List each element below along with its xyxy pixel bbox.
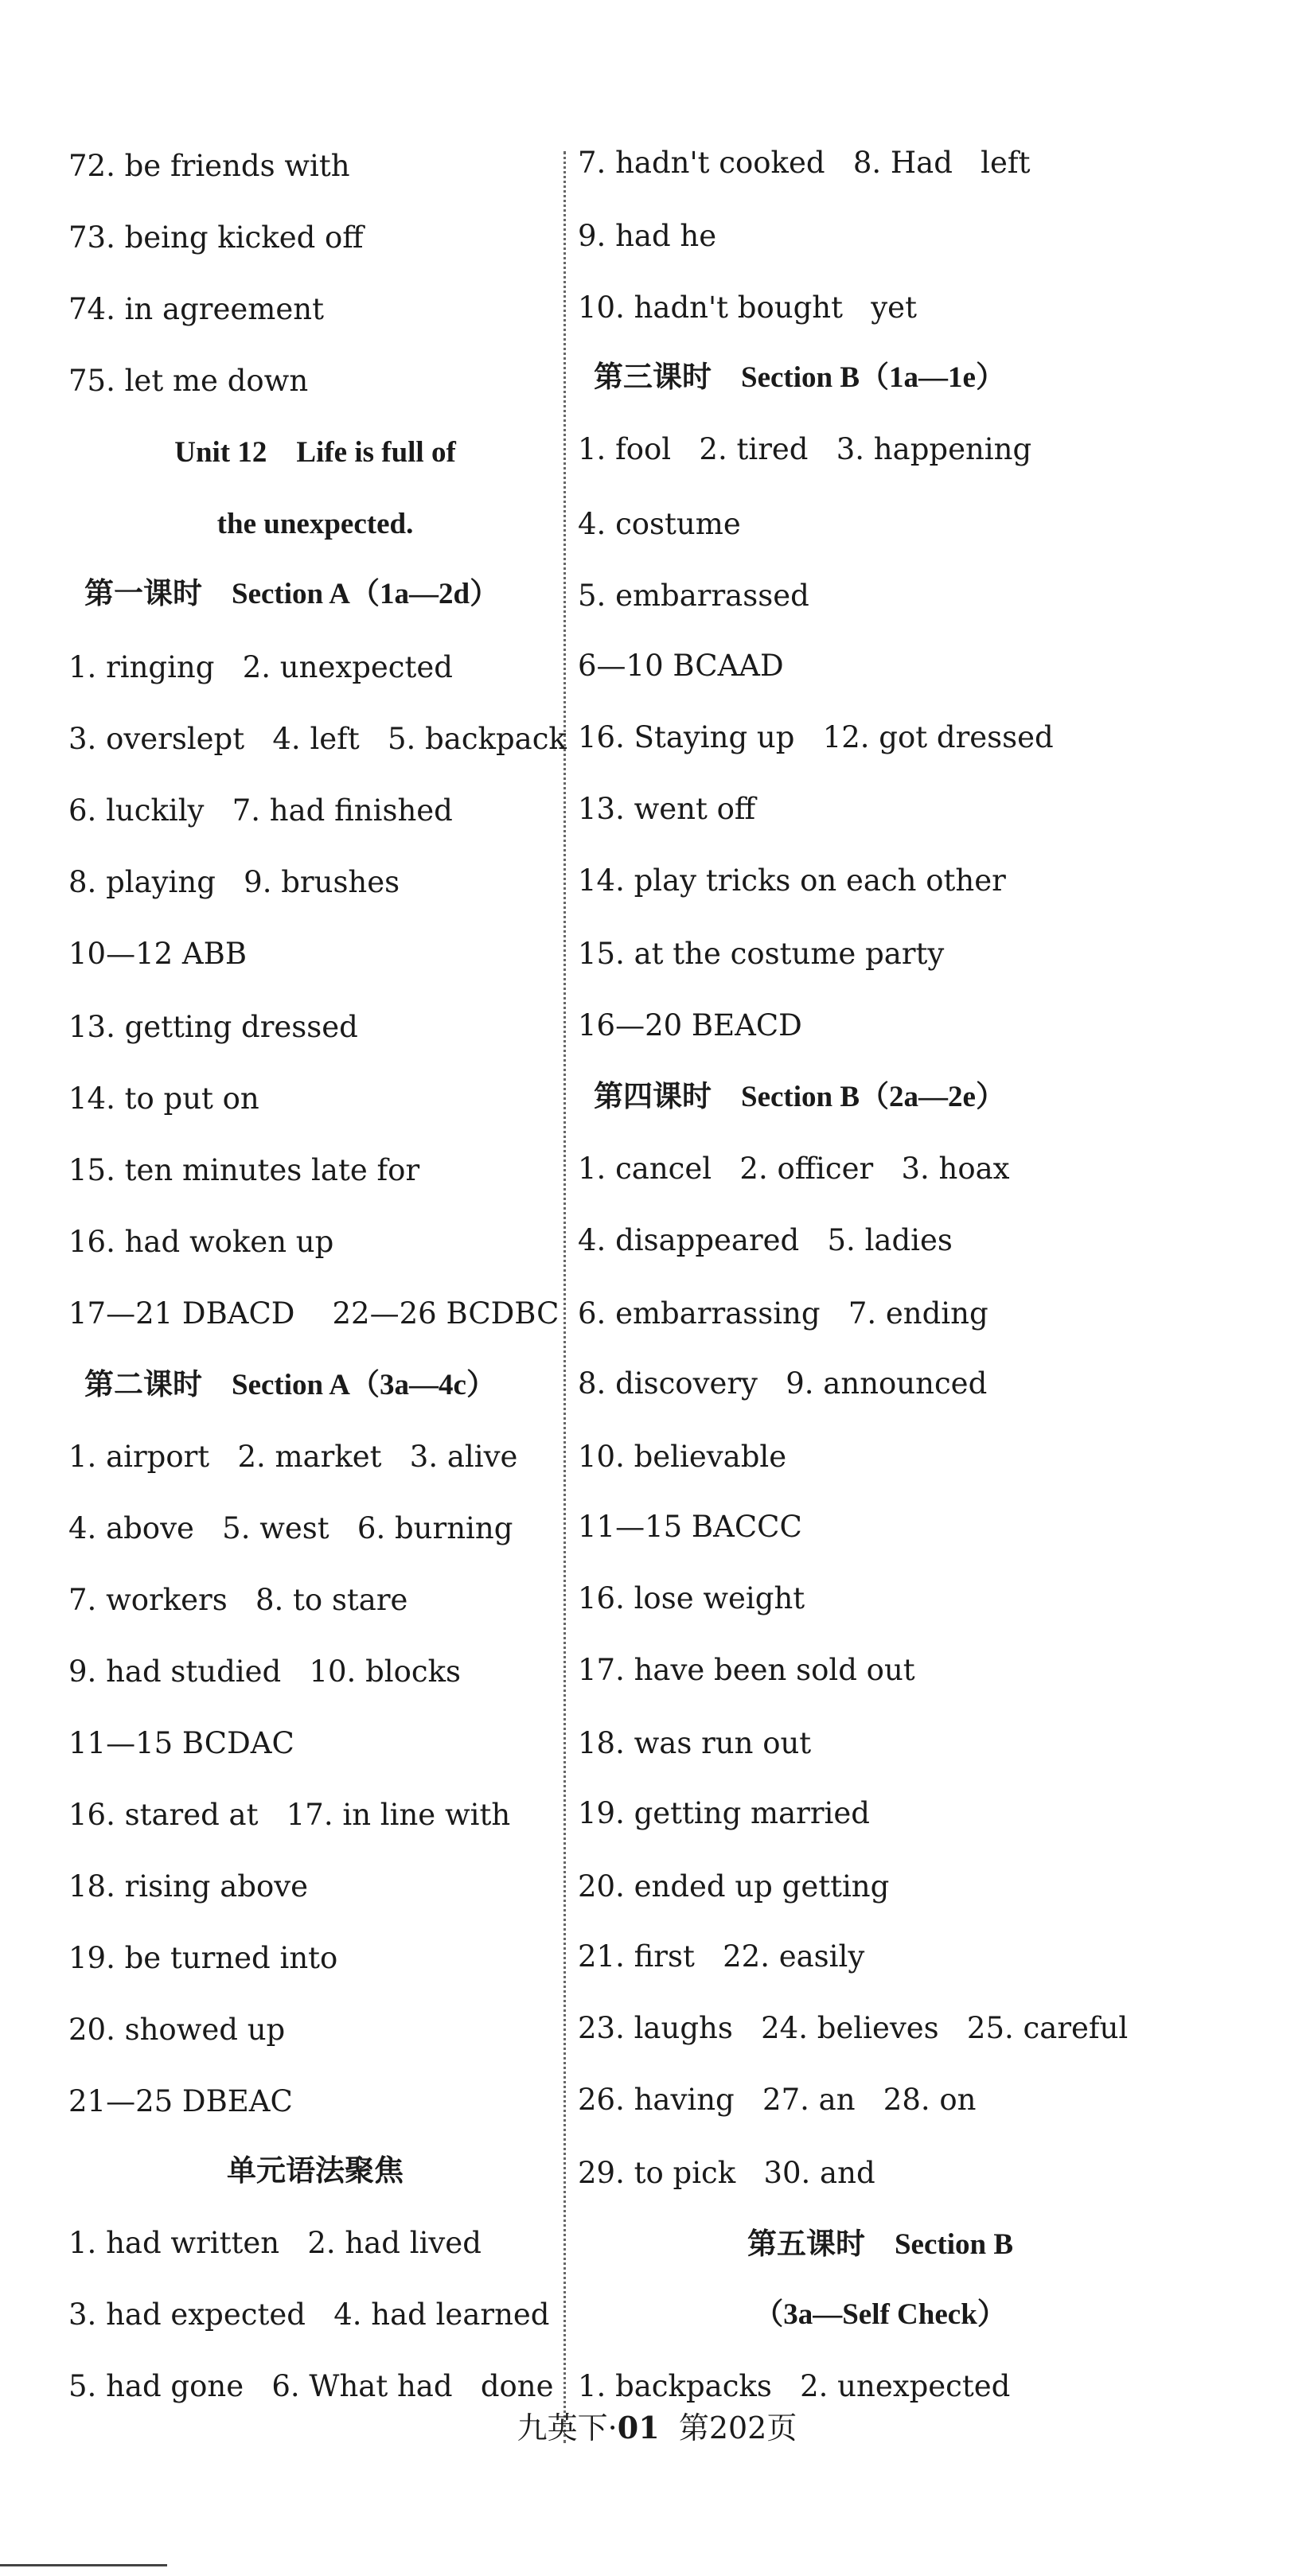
answer-line: 13. went off <box>578 792 756 826</box>
answer-line: 19. be turned into <box>68 1941 338 1975</box>
answer-line: 23. laughs 24. believes 25. careful <box>578 2011 1129 2045</box>
answer-line: 74. in agreement <box>68 292 324 326</box>
answer-line: 8. playing 9. brushes <box>68 865 400 899</box>
answer-line: 1. fool 2. tired 3. happening <box>578 432 1032 466</box>
answer-line: 15. ten minutes late for <box>68 1153 420 1187</box>
answer-line: 16. lose weight <box>578 1581 805 1615</box>
answer-line: 11—15 BCDAC <box>68 1726 294 1760</box>
answer-line: 13. getting dressed <box>68 1010 358 1044</box>
answer-line: 75. let me down <box>68 364 309 398</box>
answer-line: 9. had he <box>578 219 717 253</box>
page-footer <box>0 2403 1314 2447</box>
answer-line: 29. to pick 30. and <box>578 2156 875 2190</box>
answer-line: 20. showed up <box>68 2013 286 2047</box>
answer-line: 16. Staying up 12. got dressed <box>578 720 1054 754</box>
answer-line: 14. to put on <box>68 1081 259 1116</box>
answer-line: 6—10 BCAAD <box>578 649 784 683</box>
footer-page-number: 第202页 <box>678 2410 797 2445</box>
answer-line: 19. getting married <box>578 1796 870 1830</box>
answer-line: 14. play tricks on each other <box>578 863 1006 898</box>
answer-line: 1. backpacks 2. unexpected <box>578 2369 1011 2403</box>
answer-line: 21—25 DBEAC <box>68 2084 293 2118</box>
answer-line: 3. had expected 4. had learned <box>68 2297 550 2332</box>
column-divider <box>563 151 566 2443</box>
answer-line: 18. rising above <box>68 1869 309 1904</box>
section-heading: （3a—Self Check） <box>754 2298 1007 2331</box>
answer-line: 3. overslept 4. left 5. backpack <box>68 722 567 756</box>
answer-line: 7. workers 8. to stare <box>68 1583 408 1617</box>
answer-line: 17—21 DBACD 22—26 BCDBC <box>68 1296 560 1331</box>
section-heading: 第一课时 Section A（1a—2d） <box>84 578 500 610</box>
section-heading: 单元语法聚焦 <box>227 2155 404 2188</box>
answer-line: 8. discovery 9. announced <box>578 1366 988 1401</box>
answer-line: 10—12 ABB <box>68 937 248 971</box>
answer-line: 10. believable <box>578 1440 787 1474</box>
section-heading: 第五课时 Section B <box>747 2228 1014 2261</box>
answer-line: 10. hadn't bought yet <box>578 290 917 325</box>
answer-line: 4. above 5. west 6. burning <box>68 1511 513 1545</box>
footer-book: 九英下 <box>517 2410 608 2445</box>
section-heading: Unit 12 Life is full of <box>174 436 456 469</box>
answer-line: 5. had gone 6. What had done <box>68 2369 554 2403</box>
answer-line: 1. had written 2. had lived <box>68 2226 482 2260</box>
answer-line: 1. airport 2. market 3. alive <box>68 1440 518 1474</box>
section-heading: 第二课时 Section A（3a—4c） <box>84 1369 496 1401</box>
answer-line: 6. embarrassing 7. ending <box>578 1296 988 1331</box>
section-heading: 第三课时 Section B（1a—1e） <box>594 361 1005 394</box>
answer-line: 5. embarrassed <box>578 579 809 613</box>
footer-dot: · <box>607 2410 618 2445</box>
answer-line: 26. having 27. an 28. on <box>578 2083 977 2117</box>
answer-line: 6. luckily 7. had finished <box>68 793 453 828</box>
answer-line: 15. at the costume party <box>578 937 945 971</box>
answer-line: 1. ringing 2. unexpected <box>68 650 453 684</box>
answer-line: 72. be friends with <box>68 149 350 183</box>
answer-line: 16—20 BEACD <box>578 1008 802 1042</box>
answer-line: 7. hadn't cooked 8. Had left <box>578 146 1031 180</box>
answer-line: 20. ended up getting <box>578 1869 890 1904</box>
answer-line: 1. cancel 2. officer 3. hoax <box>578 1152 1010 1186</box>
answer-line: 4. costume <box>578 507 741 541</box>
section-heading: 第四课时 Section B（2a—2e） <box>594 1081 1005 1113</box>
section-heading: the unexpected. <box>216 508 414 540</box>
answer-line: 9. had studied 10. blocks <box>68 1654 461 1689</box>
answer-line: 21. first 22. easily <box>578 1939 865 1974</box>
answer-line: 17. have been sold out <box>578 1653 915 1687</box>
answer-line: 16. had woken up <box>68 1225 334 1259</box>
answer-line: 73. being kicked off <box>68 220 364 255</box>
answer-line: 16. stared at 17. in line with <box>68 1798 511 1832</box>
bottom-rule <box>0 2564 167 2566</box>
answer-line: 18. was run out <box>578 1726 812 1760</box>
answer-line: 11—15 BACCC <box>578 1510 802 1544</box>
answer-line: 4. disappeared 5. ladies <box>578 1223 953 1257</box>
footer-code: 01 <box>617 2410 660 2445</box>
